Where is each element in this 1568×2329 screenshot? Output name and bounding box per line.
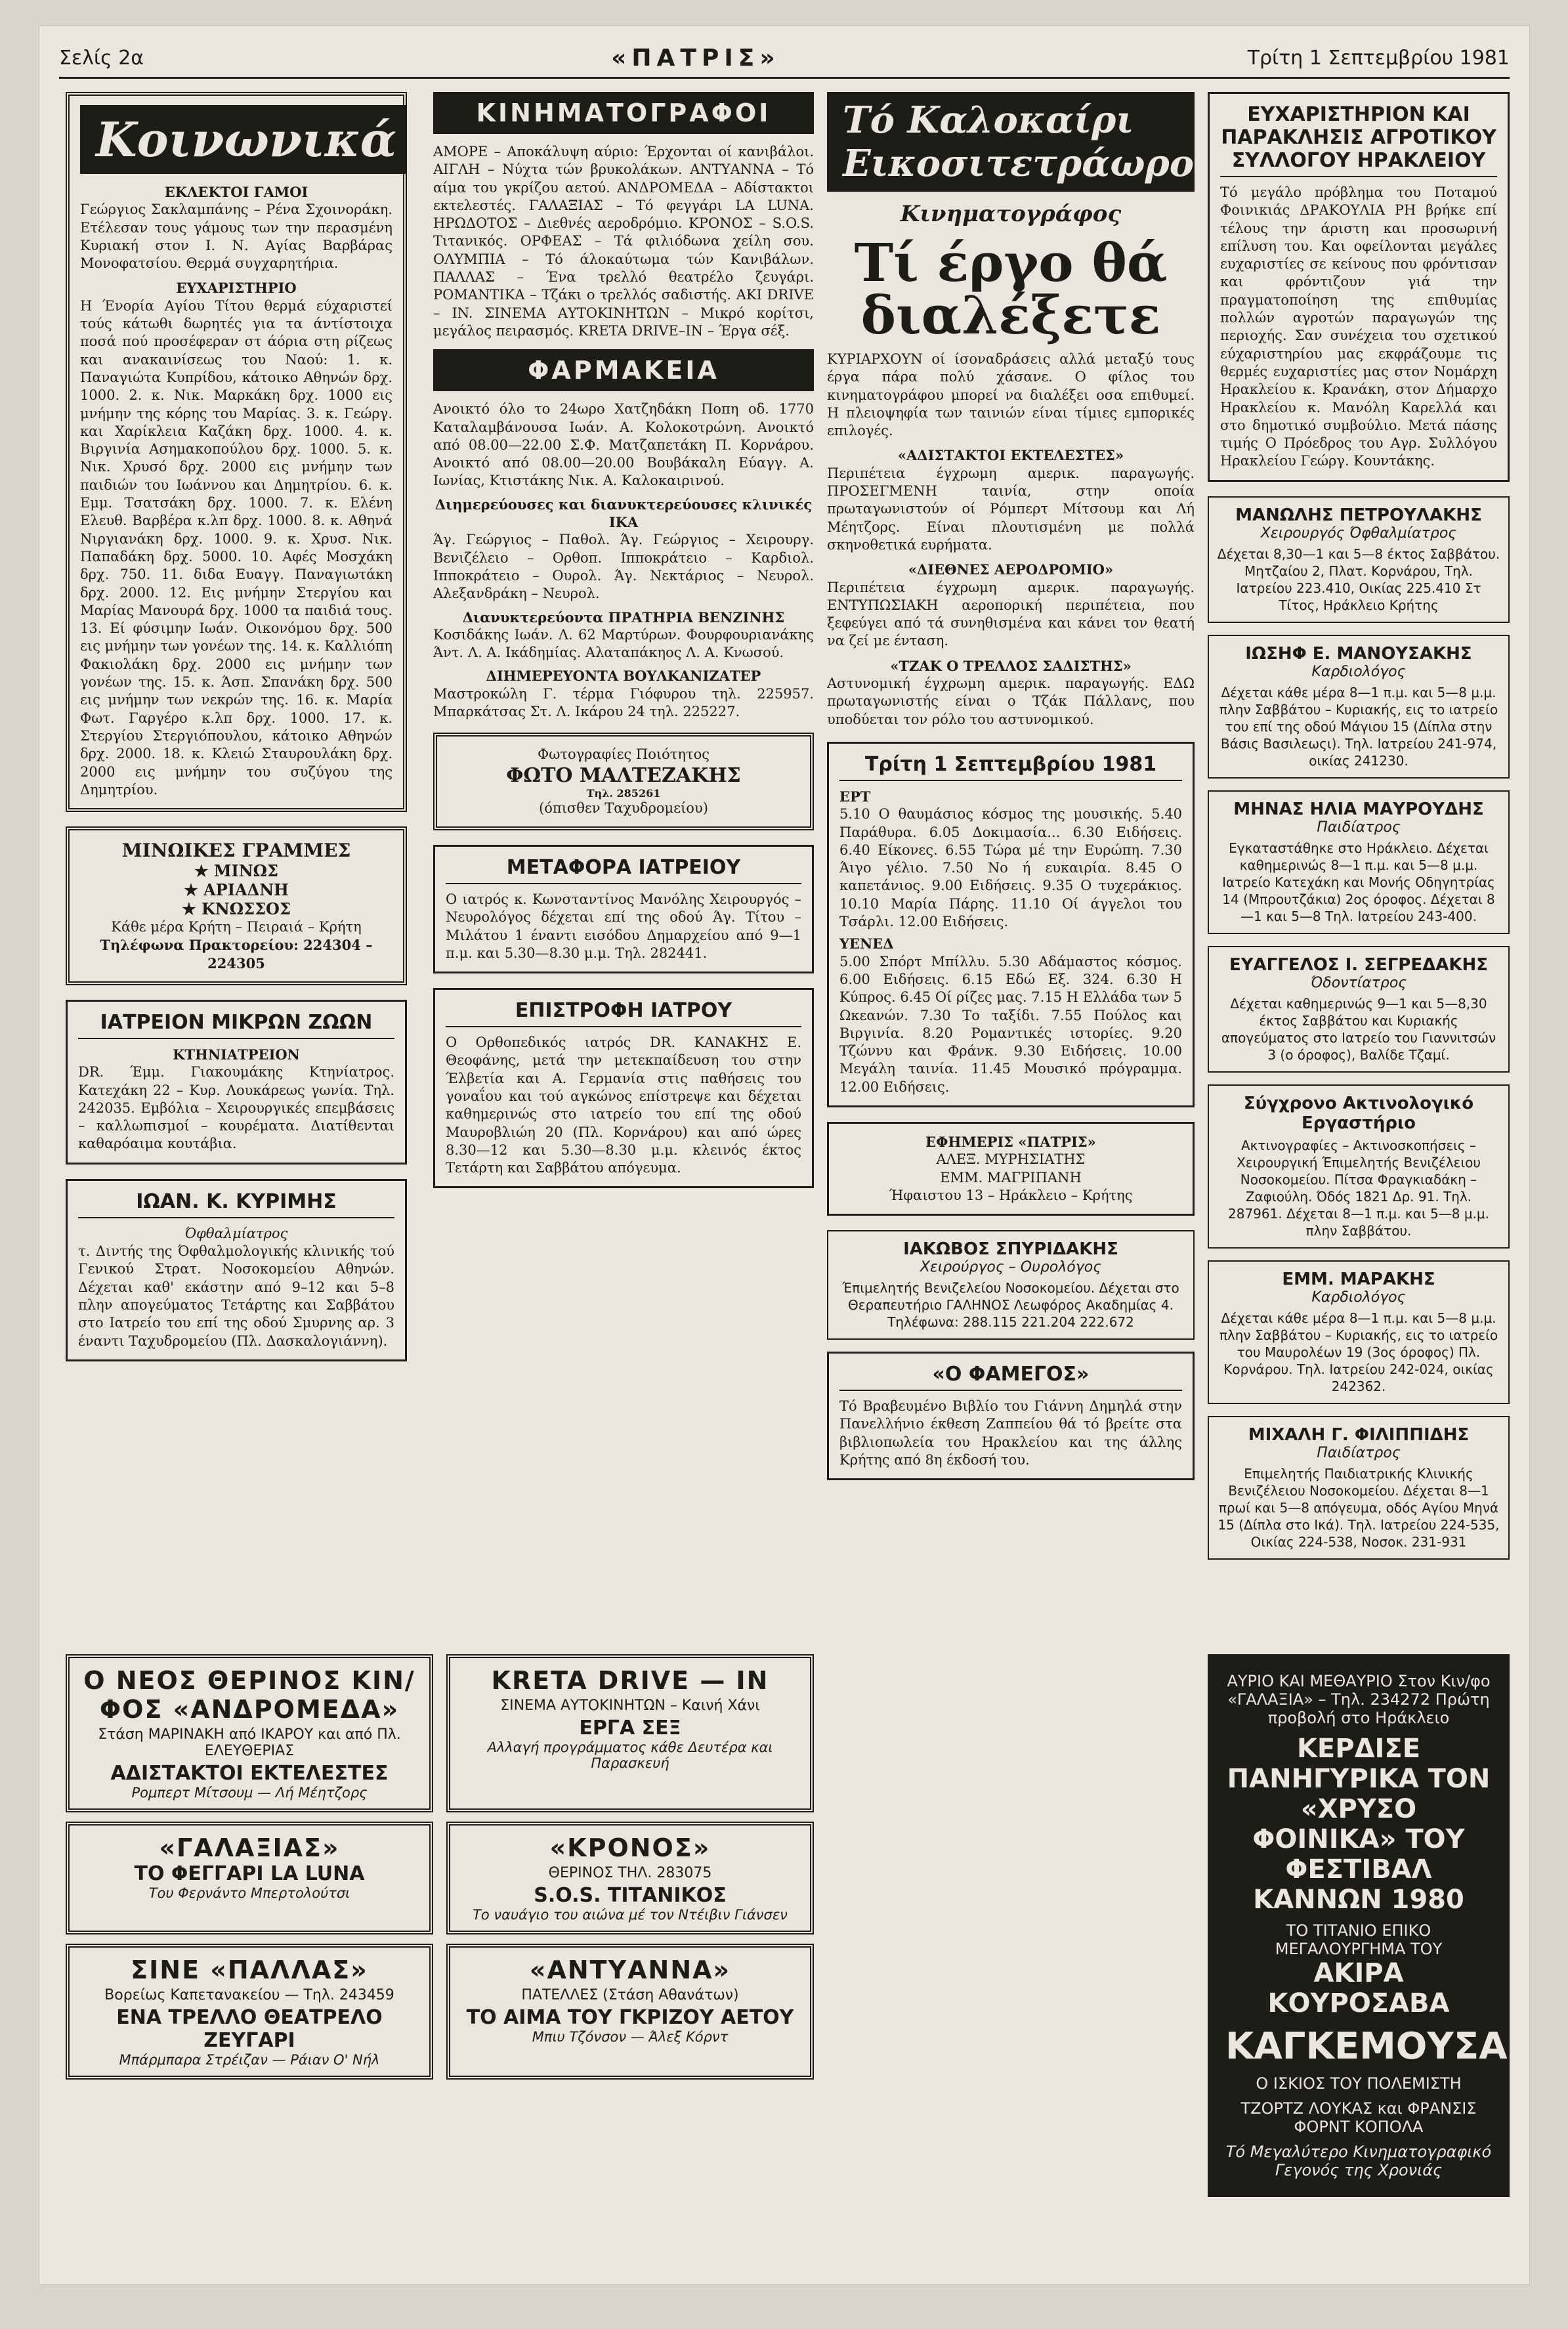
hospitals-title: Διημερεύουσες και διανυκτερεύουσες κλινικές ΙΚΑ <box>434 496 813 531</box>
doctor-ad <box>1208 635 1510 779</box>
review-body: Περιπέτεια έγχρωμη αμερικ. παραγωγής. ΠΡΟΣΕΓΜΕΝΗ ταινία, στην οποία πρωταγωνιστούν οί Ρόμπερτ Μίτσουμ και Λή Μέητζορς. Είναι πλουτισμένη με πολλά σκηνοθετικά ευρήματα. <box>827 465 1195 553</box>
reviews-list <box>827 446 1195 728</box>
poster-tagline: ΤΟ ΤΙΤΑΝΙΟ ΕΠΙΚΟ ΜΕΓΑΛΟΥΡΓΗΜΑ ΤΟΥ <box>1275 1921 1443 1958</box>
cinema-ad <box>66 1654 433 1812</box>
cinema-address: Βορείως Καπετανακείου — Τηλ. 243459 <box>104 1987 394 2003</box>
return-title: ΕΠΙΣΤΡΟΦΗ ΙΑΤΡΟΥ <box>446 999 801 1027</box>
doctor-ad <box>1208 1416 1510 1560</box>
cinema-name: «ΓΑΛΑΞΙΑΣ» <box>159 1833 340 1862</box>
printer-box <box>827 1122 1195 1216</box>
doctor-spec: Παιδίατρος <box>1317 819 1401 836</box>
review-title: «ΔΙΕΘΝΕΣ ΑΕΡΟΔΡΟΜΙΟ» <box>908 561 1114 578</box>
doctor-details: Δέχεται κάθε μέρα 8—1 π.μ. και 5—8 μ.μ. πλην Σαββάτου – Κυριακής, εις το ιατρείο του επί της οδού Μάγιου 15 (Δίπλα στην Βάσις Βασιλεωςι). Τηλ. Ιατρείου 241-974, οικίας 241230. <box>1219 684 1498 769</box>
ship-ad-title: ΜΙΝΩΙΚΕΣ ΓΡΑΜΜΕΣ <box>121 840 351 862</box>
cinemas-heading: ΚΙΝΗΜΑΤΟΓΡΑΦΟΙ <box>433 92 814 134</box>
cinema-ad <box>66 1822 433 1934</box>
tv-date: Τρίτη 1 Σεπτεμβρίου 1981 <box>839 753 1182 781</box>
column-right <box>1208 92 1510 1641</box>
stations-list: Κοσιδάκης Ιωάν. Λ. 62 Μαρτύρων. Φουρφουριανάκης Άντ. Λ. Α. Ικάδημίας. Αλαταπάκηος Λ. Α. Κνωσού. <box>433 626 814 661</box>
printer-owner: ΑΛΕΞ. ΜΥΡΗΣΙΑΤΗΣ <box>936 1151 1086 1168</box>
return-ad <box>433 988 814 1188</box>
doctor-spec: Χειρούργος – Ουρολόγος <box>920 1259 1102 1276</box>
feature-headline: Τί έργο θά διαλέξετε <box>854 232 1168 346</box>
doctor-ad <box>1208 1084 1510 1249</box>
cinema-cast: Το ναυάγιο του αιώνα μέ τον Ντέιβιν Γιάνσεν <box>473 1907 788 1923</box>
tv-yened-label: ΥΕΝΕΔ <box>839 935 894 952</box>
cinema-film: ΤΟ ΦΕΓΓΑΡΙ LA LUNA <box>134 1862 365 1885</box>
doctor-ad <box>1208 946 1510 1073</box>
printer-director: ΕΜΜ. ΜΑΓΡΙΠΑΝΗ <box>940 1169 1082 1186</box>
review-title: «ΑΔΙΣΤΑΚΤΟΙ ΕΚΤΕΛΕΣΤΕΣ» <box>897 447 1124 464</box>
cinema-ads <box>66 1654 814 2089</box>
doctor-details: Δέχεται κάθε μέρα 8—1 π.μ. και 5—8 μ.μ. πλην Σαββάτου – Κυριακής, εις το ιατρείο του Μαυρολέων 19 (3ος όροφος) Πλ. Κορνάρου. Τηλ. Ιατρείου 242-024, οικίας 242362. <box>1219 1310 1498 1394</box>
doctor-name: Σύγχρονο Ακτινολογικό Εργαστήριο <box>1243 1093 1474 1133</box>
cinema-ad <box>446 1944 814 2080</box>
poster-film: ΚΑΓΚΕΜΟΥΣΑ <box>1225 2025 1508 2068</box>
cinema-film: ΤΟ ΑΙΜΑ ΤΟΥ ΓΚΡΙΖΟΥ ΑΕΤΟΥ <box>466 2006 794 2029</box>
masthead <box>59 39 1510 79</box>
poster-promo: ΑΥΡΙΟ ΚΑΙ ΜΕΘΑΥΡΙΟ Στον Κιν/φο «ΓΑΛΑΞΙΑ» – Τηλ. 234272 Πρώτη προβολή στο Ηράκλειο <box>1227 1672 1491 1727</box>
doctor-ad <box>1208 496 1510 623</box>
cinema-film: S.O.S. ΤΙΤΑΝΙΚΟΣ <box>534 1884 727 1907</box>
social-section <box>66 92 407 812</box>
column-feature <box>827 92 1195 1641</box>
weddings-title: ΕΚΛΕΚΤΟΙ ΓΑΜΟΙ <box>164 184 308 200</box>
thanks-title: ΕΥΧΑΡΙΣΤΗΡΙΟ <box>176 280 297 297</box>
cinemas-list: ΑΜΟΡΕ – Αποκάλυψη αύριο: Έρχονται οί κανιβάλοι. ΑΙΓΛΗ – Νύχτα τών βρυκολάκων. ΑΝΤΥΑΝΝΑ – Τό αίμα του γκρίζου αετού. ΑΝΔΡΟΜΕΔΑ – Αδίστακτοι εκτελεστές. ΓΑΛΑΞΙΑΣ – Τό φεγγάρι LA LUNA. ΗΡΩΔΟΤΟΣ – Διεθνές αεροδρόμιο. ΚΡΟΝΟΣ – S.O.S. Τιτανικός. ΟΡΦΕΑΣ – Τά φιλιόδωνα χείλη σου. ΟΛΥΜΠΙΑ – Τό άλοκαύτωμα τών Κανιβάλων. ΠΑΛΛΑΣ – Ένα τρελλό θεατρέλο ζευγάρι. ΡΟΜΑΝΤΙΚΑ – Τζάκι ο τρελλός σαδιστής. ΑΚΙ DRIVE – IN. ΣΙΝΕΜΑ ΑΥΤΟΚΙΝΗΤΩΝ – Μικρό κορίτσι, μεγάλος πειρασμός. KRETA DRIVE–IN – Έργα σέξ. <box>433 144 814 339</box>
eye-doctor-spec: Όφθαλμίατρος <box>184 1225 288 1241</box>
wedding-text: Γεώργιος Σακλαμπάνης – Ρένα Σχοινοράκη. Ετέλεσαν τους γάμους των την περασμένη Κυριακή στον Ι. Ν. Αγίας Βαρβάρας Μονοφατσίου. Θερμά συγχαρητήρια. <box>80 202 392 272</box>
cinema-name: Ο ΝΕΟΣ ΘΕΡΙΝΟΣ ΚΙΝ/ΦΟΣ «ΑΝΔΡΟΜΕΔΑ» <box>83 1666 415 1724</box>
cinema-cast: Μπιυ Τζόνσον — Άλεξ Κόρντ <box>532 2029 729 2045</box>
book-ad <box>827 1352 1195 1480</box>
ship-1: ★ ΜΙΝΩΣ <box>194 861 278 881</box>
doctor-name: ΙΑΚΩΒΟΣ ΣΠΥΡΙΔΑΚΗΣ <box>903 1239 1118 1260</box>
transfer-body: Ο ιατρός κ. Κωνσταντίνος Μανόλης Χειρουργός – Νευρολόγος δέχεται επί της οδού Άγ. Τίτου – Μιλάτου 1 έναντι εισόδου Δημαρχείου από 9—1 π.μ. και 5.30—8.30 μ.μ. Τηλ. 282441. <box>446 891 801 961</box>
photographer-name: ΦΩΤΟ ΜΑΛΤΕΖΑΚΗΣ <box>506 763 741 787</box>
pharmacies-heading: ΦΑΡΜΑΚΕΙΑ <box>433 349 814 391</box>
cinema-cast: Αλλαγή προγράμματος κάθε Δευτέρα και Παρασκευή <box>487 1740 773 1771</box>
hospitals-list: Άγ. Γεώργιος – Παθολ. Άγ. Γεώργιος – Χειρουργ. Βενιζέλειο – Ορθοπ. Ιπποκράτειο – Καρδιολ. Ιπποκράτειο – Ουρολ. Άγ. Νεκτάριος – Νευρολ. Αλεξανδράκη – Νευρολ. <box>433 532 814 602</box>
doctor-spec: Παιδίατρος <box>1317 1444 1401 1461</box>
doctor-details: Δέχεται καθημερινώς 9—1 και 5—8,30 έκτος Σαββάτου και Κυριακής απογεύματος στο Ιατρείο του Γιαννιτσών 3 (ο όροφος), Βαλίδε Τζαμί. <box>1221 995 1496 1063</box>
cinema-film: ΕΝΑ ΤΡΕΛΛΟ ΘΕΑΤΡΕΛΟ ΖΕΥΓΑΡΙ <box>116 2006 383 2052</box>
ship-phones: Τηλέφωνα Πρακτορείου: 224304 – 224305 <box>100 937 373 972</box>
eye-doctor-body: τ. Διντής της Όφθαλμολογικής κλινικής τού Γενικού Στρατ. Νοσοκομείου Αθηνών. Δέχεται καθ' εκάστην από 9–12 και 5–8 πλην απογεύματος Τετάρτης και Σαββάτου στο Ιατρείο του επί της οδού Σμυρνης αρ. 3 έναντι Ταχυδρομείου (Πλ. Δασκαλογιάννη). <box>78 1243 394 1349</box>
doctor-spec: Όδοντίατρος <box>1310 974 1407 991</box>
doctor-spec: Καρδιολόγος <box>1311 663 1406 680</box>
cinema-address: ΘΕΡΙΝΟΣ ΤΗΛ. 283075 <box>548 1865 712 1881</box>
doctor-spec: Καρδιολόγος <box>1311 1289 1406 1306</box>
cinema-name: «ΑΝΤΥΑΝΝΑ» <box>529 1955 731 1984</box>
poster-festival: ΚΕΡΔΙΣΕ ΠΑΝΗΓΥΡΙΚΑ ΤΟΝ «ΧΡΥΣΟ ΦΟΙΝΙΚΑ» ΤΟΥ ΦΕΣΤΙΒΑΛ ΚΑΝΝΩΝ 1980 <box>1227 1734 1491 1915</box>
doctor-ad <box>1208 790 1510 934</box>
cinema-address: ΣΙΝΕΜΑ ΑΥΤΟΚΙΝΗΤΩΝ – Καινή Χάνι <box>500 1698 760 1714</box>
newspaper-page <box>39 26 1529 2284</box>
ship-ad <box>66 826 407 985</box>
column-listings <box>433 92 814 1877</box>
photographer-title: Φωτογραφίες Ποιότητος <box>538 746 710 763</box>
photographer-where: (όπισθεν Ταχυδρομείου) <box>539 800 708 816</box>
tv-ert-label: ΕΡΤ <box>839 788 871 805</box>
doctor-details: Ακτινογραφίες – Ακτινοσκοπήσεις – Χειρουργική Έπιμελητής Βενιζέλειου Νοσοκομείου. Πίτσα Φραγκιαδάκη – Ζαφιούλη. Όδός 1821 Δρ. 91. Τηλ. 287961. Δέχεται 8—1 π.μ. και 5—8 μ.μ. πλην Σαββάτου. <box>1228 1137 1489 1239</box>
vet-clinic-title: ΙΑΤΡΕΙΟΝ ΜΙΚΡΩΝ ΖΩΩΝ <box>78 1011 394 1039</box>
cinema-film: ΕΡΓΑ ΣΕΞ <box>579 1717 681 1740</box>
review-title: «ΤΖΑΚ Ο ΤΡΕΛΛΟΣ ΣΑΔΙΣΤΗΣ» <box>890 657 1132 674</box>
photographer-phone: Τηλ. 285261 <box>586 786 661 800</box>
doctor-spec: Χειρουργός Όφθαλμίατρος <box>1260 524 1457 542</box>
eye-doctor-ad <box>66 1179 407 1361</box>
transfer-ad <box>433 845 814 973</box>
doctor-details: Εγκαταστάθηκε στο Ηράκλειο. Δέχεται καθημερινώς 8—1 π.μ. και 5—8 μ.μ. Ιατρείο Κατεχάκη και Μονής Οδηγητρίας 14 (Μπρουτζάκια) 2ος όροφος. Δέχεται 8—1 και 5—8 Τηλ. Ιατρείου 243-400. <box>1222 840 1495 924</box>
vet-clinic-body: DR. Έμμ. Γιακουμάκης Κτηνίατρος. Κατεχάκη 22 – Κυρ. Λουκάρεως γωνία. Τηλ. 242035. Εμβόλια – Χειρουργικές επεμβάσεις – καλλωπισμοί – κουρέματα. Διατίθενται καθαρόαιμα κουτάβια. <box>78 1064 394 1152</box>
paper-name: «ΠΑΤΡΙΣ» <box>611 45 780 72</box>
social-title: Κοινωνικά <box>80 105 407 174</box>
book-title: «Ο ΦΑΜΕΓΟΣ» <box>839 1363 1182 1391</box>
doctor-name: ΕΥΑΓΓΕΛΟΣ Ι. ΣΕΓΡΕΔΑΚΗΣ <box>1229 954 1489 975</box>
cinema-address: ΠΑΤΕΛΛΕΣ (Στάση Αθανάτων) <box>521 1987 739 2003</box>
feature-lead: ΚΥΡΙΑΡΧΟΥΝ οί ίσοναδράσεις αλλά μεταξύ τους έργα πάρα πολύ χάσανε. Ο φίλος του κινηματογράφου μπορεί να διαλέξει οσα επιθυμεί. Η πλειοψηφία των ταινιών είναι τίμιες εμπορικές επιλογές. <box>827 351 1195 439</box>
poster-producers: ΤΖΟΡΤΖ ΛΟΥΚΑΣ και ΦΡΑΝΣΙΣ ΦΟΡΝΤ ΚΟΠΟΛΑ <box>1240 2099 1477 2136</box>
thanks-text: Η Ένορία Αγίου Τίτου θερμά εύχαριστεί τούς κάτωθι δωρητές για τα άντίστοιχα ποσά πού προσέφεραν στ άόρια στη ρίζεως και ανακαινίσεως του Ναού: 1. κ. Παναγιώτα Κυπρίδου, κάτοικο Αθηνών δρχ. 1000. 2. κ. Νικ. Μαρκάκη δρχ. 1000 εις μνήμην της κόρης του Μαρίας. 3. κ. Γεώργ. και Χαρίκλεια Καζάκη δρχ. 1000. 4. κ. Βιργινία Ασημακοπούλου δρχ. 1000. 5. κ. Νικ. Χρυσό δρχ. 2000 εις μνήμην των παιδιών του Ιωάννου και Δημητρίου. 6. κ. Εμμ. Τσατσάκη δρχ. 1000. 7. κ. Ελένη Ελευθ. Βαρβέρα κ.λπ δρχ. 1000. 8. κ. Αθηνά Νιργιανάκη δρχ. 1000. 9. κ. Χρυσ. Νικ. Παπαδάκη δρχ. 5000. 10. Αφές Μοσχάκη δρχ. 750. 11. διδα Ευαγγ. Παναγιωτάκη δρχ. 2000. 12. Εις μνήμην Στεργίου και Μαρίας Μανουρά δρχ. 1000 τα παιδιά τους. 13. Εί φύσιμην Ιωάν. Οικονόμου δρχ. 500 εις μνήμην των γονέων της. 14. κ. Καλλιόπη Φακιολάκη δρχ. 2000 εις μνήμην των γονέων της. 15. κ. Άσπ. Σπανάκη δρχ. 500 εις μνήμην των νεκρών της. 16. κ. Μαρία Φωτ. Γαργέρο κ.λπ δρχ. 1000. 17. κ. Στεργίου Στεργιόπουλου, κάτοικο Αθηνών δρχ. 2000. 18. κ. Κλειώ Σταυρουλάκη δρχ. 2000 εις μνήμην του συζύγου της Δημητρίου. <box>80 297 392 798</box>
column-social <box>66 92 407 1877</box>
tv-program <box>827 742 1195 1107</box>
doctor-name: ΕΜΜ. ΜΑΡΑΚΗΣ <box>1282 1269 1435 1289</box>
doctor-details: Έπιμελητής Βενιζελείου Νοσοκομείου. Δέχεται στο Θεραπευτήριο ΓΑΛΗΝΟΣ Λεωφόρος Ακαδημίας 4. Τηλέφωνα: 288.115 221.204 222.672 <box>842 1280 1179 1331</box>
vet-clinic-ad <box>66 1000 407 1164</box>
feature-section: Κινηματογράφος <box>900 201 1122 227</box>
photographer-ad <box>433 733 814 830</box>
eye-doctor-name: ΙΩΑΝ. Κ. ΚΥΡΙΜΗΣ <box>78 1190 394 1218</box>
cinema-address: Στάση ΜΑΡΙΝΑΚΗ από ΙΚΑΡΟΥ και από Πλ. ΕΛΕΥΘΕΡΙΑΣ <box>98 1726 401 1759</box>
printer-title: ΕΦΗΜΕΡΙΣ «ΠΑΤΡΙΣ» <box>925 1133 1096 1150</box>
doctor-name: ΜΑΝΩΛΗΣ ΠΕΤΡΟΥΛΑΚΗΣ <box>1235 505 1482 525</box>
book-body: Τό Βραβευμένο Βιβλίο του Γιάννη Δημηλά στην Πανελλήνιο έκθεση Ζαππείου θά τό βρείτε στα βιβλιοπωλεία του Ηρακλείου και της άλλης Κρήτης από 8η έκδοσή του. <box>839 1398 1182 1468</box>
cinema-ad <box>446 1822 814 1934</box>
doctor-ad <box>827 1230 1195 1340</box>
tv-ert-list: 5.10 Ο θαυμάσιος κόσμος της μουσικής. 5.40 Παράθυρα. 6.05 Δοκιμασία... 6.30 Ειδήσεις. 6.40 Είκονες. 6.55 Τώρα μέ την Ευρώπη. 7.30 Άιγο γέλιο. 7.50 Νο ή ευκαιρία. 8.45 Ο καπετάνιος. 9.00 Ειδήσεις. 9.35 Ο τυχεράκιος. 10.10 Μαρία Πάρης. 11.10 Οί άγγελοι του Τσάρλι. 12.00 Ειδήσεις. <box>839 806 1182 930</box>
cinema-film: ΑΔΙΣΤΑΚΤΟΙ ΕΚΤΕΛΕΣΤΕΣ <box>110 1762 389 1785</box>
page-number: Σελίς 2α <box>59 47 144 70</box>
poster-film-sub: Ο ΙΣΚΙΟΣ ΤΟΥ ΠΟΛΕΜΙΣΤΗ <box>1256 2074 1462 2093</box>
cinema-name: «ΚΡΟΝΟΣ» <box>549 1833 711 1862</box>
review-body: Αστυνομική έγχρωμη αμερικ. παραγωγής. ΕΔΩ πρωταγωνιστής είναι ο Τζάκ Πάλλανς, που υποδύεται τον ρόλο του αστυνομικού. <box>827 675 1195 727</box>
doctor-name: ΜΙΧΑΛΗ Γ. ΦΙΛΙΠΠΙΔΗΣ <box>1248 1424 1470 1445</box>
poster-footer: Τό Μεγαλύτερο Κινηματογραφικό Γεγονός της Χρονιάς <box>1225 2143 1492 2179</box>
ship-2: ★ ΑΡΙΑΔΝΗ <box>184 880 289 900</box>
vet-clinic-subtitle: ΚΤΗΝΙΑΤΡΕΙΟΝ <box>173 1046 300 1063</box>
review-body: Περιπέτεια έγχρωμη αμερικ. παραγωγής. ΕΝΤΥΠΩΣΙΑΚΗ αεροπορική περιπέτεια, που ξεφεύγει από τά συνηθισμένα και κάνει τον θεατή να ζεί με ένταση. <box>827 579 1195 649</box>
vulcanizers-list: Μαστροκώλη Γ. τέρμα Γιόφυρου τηλ. 225957. Μπαρκάτσας Στ. Λ. Ικάρου 24 τηλ. 225227. <box>433 685 814 720</box>
doctor-ad <box>1208 1260 1510 1404</box>
feature-banner: Τό Καλοκαίρι Εικοσιτετράωρο <box>827 92 1195 192</box>
printer-address: Ήφαιστου 13 – Ηράκλειο – Κρήτης <box>889 1187 1133 1203</box>
cinema-name: ΣΙΝΕ «ΠΑΛΛΑΣ» <box>131 1955 368 1984</box>
farmers-thanks-body: Τό μεγάλο πρόβλημα του Ποταμού Φοινικιάς ΔΡΑΚΟΥΛΙΑ ΡΗ βρήκε επί τέλους την άριστη και προσωρινή επίλυση του. Και οφείλονται μεγάλες ευχαριστίες σε κείνους που φρόντισαν και φρόντιζουν γιά την πραγματοποίηση της επιθυμίας πολλών αγροτών παραγωγών της περιοχής. Σαν συνέχεια του σχετικού εύχαριστηρίου μας εκφράζουμε τις θερμές ευχαριστίες μας στον Νομάρχη Ηρακλείου κ. Κρανάκη, στον Δήμαρχο Ηρακλείου κ. Μανόλη Καρελλά και στο δημοτικό συμβούλιο. Μετά πάσης τιμής Ο Πρόεδρος του Αγρ. Συλλόγου Ηρακλείου Γεώργ. Κουντάκης. <box>1220 184 1497 469</box>
cinema-ad <box>446 1654 814 1812</box>
transfer-title: ΜΕΤΑΦΟΡΑ ΙΑΤΡΕΙΟΥ <box>446 856 801 884</box>
cinema-name: KRETA DRIVE — IN <box>491 1666 769 1695</box>
cinema-cast: Ρομπερτ Μίτσουμ — Λή Μέητζορς <box>131 1785 368 1801</box>
poster <box>1208 1654 1510 2197</box>
doctor-name: ΙΩΣΗΦ Ε. ΜΑΝΟΥΣΑΚΗΣ <box>1245 643 1472 664</box>
doctor-details: Δέχεται 8,30—1 και 5—8 έκτος Σαββάτου. Μητζαίου 2, Πλατ. Κορνάρου, Τηλ. Ιατρείου 223.410, Οικίας 225.410 Στ Τίτος, Ηράκλειο Κρήτης <box>1217 545 1500 613</box>
issue-date: Τρίτη 1 Σεπτεμβρίου 1981 <box>1247 47 1510 70</box>
ship-3: ★ ΚΝΩΣΣΟΣ <box>182 899 291 919</box>
farmers-thanks <box>1208 92 1510 482</box>
cinema-cast: Μπάρμπαρα Στρέιζαν — Ράιαν Ο' Νήλ <box>119 2052 380 2068</box>
cinema-cast: Του Φερνάντο Μπερτολούτσι <box>148 1885 350 1901</box>
return-body: Ο Ορθοπεδικός ιατρός DR. ΚΑΝΑΚΗΣ Ε. Θεοφάνης, μετά την μετεκπαίδευση του στην Έλβετία και Α. Γερμανία στις παθήσεις του γοναΐου και τού αγκώνος επίστρεψε και δέχεται καθημερινώς στο ιατρείο του επί της οδού Μαυροβλιώη 20 (Πλ. Κορνάρου) και από ώρες 8.30—12 και 5.30—8.30 μ.μ. κλεινός έκτος Τετάρτη και Σαββάτου απόγευμα. <box>446 1035 801 1176</box>
cinema-ad <box>66 1944 433 2080</box>
vulcanizers-title: ΔΙΗΜΕΡΕΥΟΝΤΑ ΒΟΥΛΚΑΝΙΖΑΤΕΡ <box>486 668 761 685</box>
pharmacies-list: Ανοικτό όλο το 24ωρο Χατζηδάκη Ποπη οδ. 1770 Καταλαμβάνουσα Ιωάν. Α. Κολοκοτρώνη. Ανοικτό από 08.00—22.00 Σ.Ф. Ματζαπετάκη Π. Κορνάρου. Ανοικτό από 08.00—20.00 Βουβάκαλη Εύαγγ. Α. Ιωνίας, Κτιστάκης Νικ. Α. Καλοκαιρινού. <box>433 401 814 489</box>
tv-yened-list: 5.00 Σπόρτ Μπίλλυ. 5.30 Αδάμαστος κόσμος. 6.00 Ειδήσεις. 6.15 Εδώ Εξ. 324. 6.30 Η Κύπρος. 6.45 Οί ρίζες μας. 7.15 Η Ελλάδα των 5 Ωκεανών. 7.30 Το ταξίδι. 7.55 Πούλος και Βιργινία. 8.20 Ρομαντικές ιστορίες. 9.20 Τζώννυ και Φράνκ. 9.30 Ειδήσεις. 10.00 Μεγάλη ταινία. 11.45 Μουσικό πρόγραμμα. 12.00 Ειδήσεις. <box>839 953 1182 1095</box>
doctor-details: Επιμελητής Παιδιατρικής Κλινικής Βενιζέλειου Νοσοκομείου. Δέχεται 8—1 πρωί και 5—8 απόγευμα, οδός Αγίου Μηνά 15 (Δίπλα στο Ικά). Τηλ. Ιατρείου 224-535, Οικίας 224-538, Νοσοκ. 231-931 <box>1218 1465 1500 1550</box>
kagemusha-poster <box>1208 1654 1510 2197</box>
ship-route: Κάθε μέρα Κρήτη – Πειραιά – Κρήτη <box>111 919 362 935</box>
stations-title: Διανυκτερεύοντα ΠΡΑΤΗΡΙΑ ΒΕΝΖΙΝΗΣ <box>462 609 785 626</box>
poster-director: ΑΚΙΡΑ ΚΟΥΡΟΣΑΒΑ <box>1267 1958 1450 2019</box>
farmers-thanks-title: ΕΥΧΑΡΙΣΤΗΡΙΟΝ ΚΑΙ ΠΑΡΑΚΛΗΣΙΣ ΑΓΡΟΤΙΚΟΥ ΣΥΛΛΟΓΟΥ ΗΡΑΚΛΕΙΟΥ <box>1220 103 1497 177</box>
doctor-name: ΜΗΝΑΣ ΗΛΙΑ ΜΑΥΡΟΥΔΗΣ <box>1233 799 1484 819</box>
